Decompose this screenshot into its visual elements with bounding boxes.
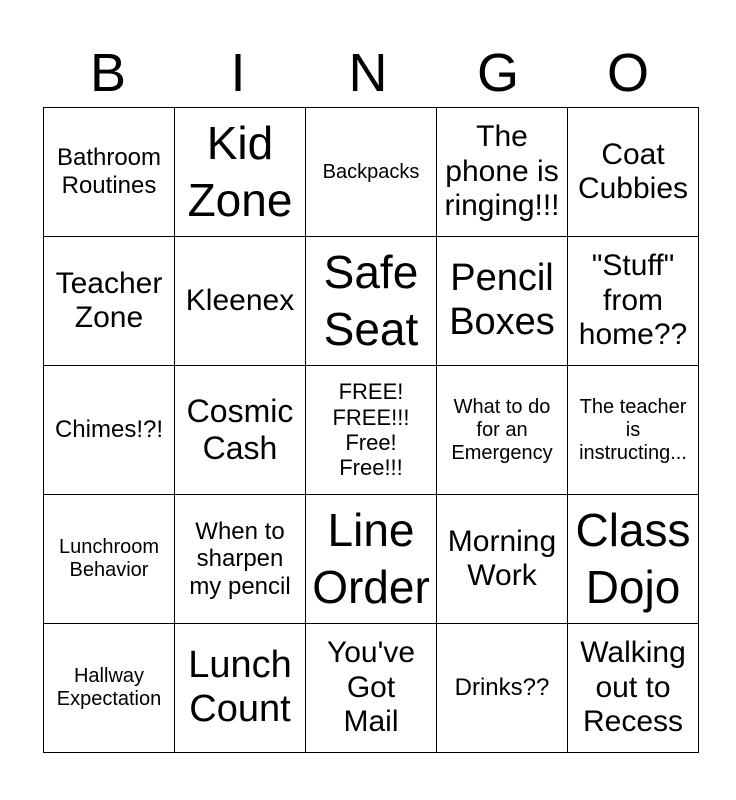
bingo-cell: Lunch Count [175,624,306,753]
bingo-cell: Drinks?? [437,624,568,753]
bingo-cell: You've Got Mail [306,624,437,753]
bingo-cell: Kid Zone [175,108,306,237]
board-row [44,108,699,237]
board-row [44,237,699,366]
board-row [44,495,699,624]
bingo-cell: Morning Work [437,495,568,624]
bingo-cell: Class Dojo [568,495,699,624]
header-letter-g: G [476,43,519,103]
bingo-cell: Kleenex [175,237,306,366]
bingo-cell: Lunchroom Behavior [44,495,175,624]
header-letter-n: N [348,43,388,103]
header-letter-b: B [89,43,127,103]
header-letter-o: O [606,43,649,103]
bingo-cell: Line Order [306,495,437,624]
bingo-cell: The phone is ringing!!! [437,108,568,237]
header-letter-i: I [230,43,246,103]
bingo-cell: The teacher is instructing... [568,366,699,495]
bingo-cell: Chimes!?! [44,366,175,495]
bingo-cell: Pencil Boxes [437,237,568,366]
bingo-header [43,40,693,106]
bingo-cell: Bathroom Routines [44,108,175,237]
bingo-cell: Coat Cubbies [568,108,699,237]
bingo-cell: When to sharpen my pencil [175,495,306,624]
bingo-cell: FREE! FREE!!! Free! Free!!! [306,366,437,495]
board-row [44,366,699,495]
bingo-board [43,107,699,753]
bingo-cell: "Stuff" from home?? [568,237,699,366]
bingo-cell: Cosmic Cash [175,366,306,495]
board-row [44,624,699,753]
bingo-cell: Teacher Zone [44,237,175,366]
bingo-cell: Hallway Expectation [44,624,175,753]
bingo-cell: Backpacks [306,108,437,237]
bingo-cell: Walking out to Recess [568,624,699,753]
bingo-cell: What to do for an Emergency [437,366,568,495]
bingo-cell: Safe Seat [306,237,437,366]
